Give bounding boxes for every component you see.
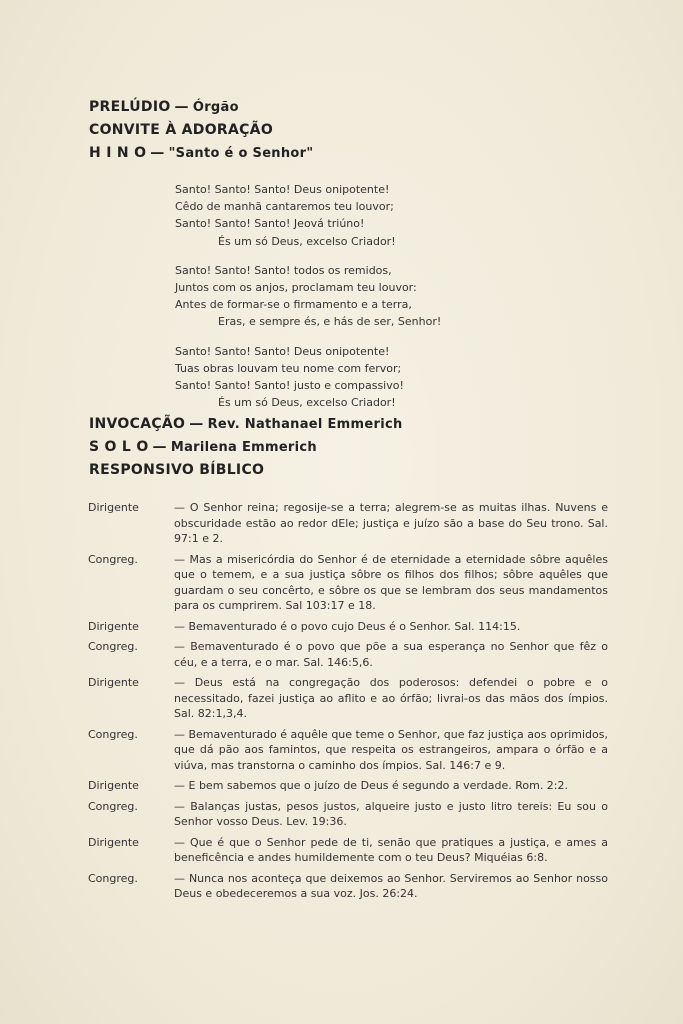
- responsive-reading: [88, 500, 608, 907]
- reading-text: — Que é que o Senhor pede de ti, senão que pratiques a justiça, e ames a beneficência e andes humildemente com o teu Deus? Miquéias 6:8.: [174, 835, 608, 864]
- hymn-line: Eras, e sempre és, e hás de ser, Senhor!: [218, 315, 442, 329]
- hymn-line: Santo! Santo! Santo! Jeová triúno!: [175, 217, 365, 231]
- heading-sub: Marilena Emmerich: [170, 440, 317, 455]
- heading-hino: [89, 142, 313, 165]
- hymn-line: Santo! Santo! Santo! todos os remidos,: [175, 263, 392, 277]
- stanza-1: [175, 181, 441, 250]
- heading-dash: —: [152, 439, 167, 455]
- hymn-line: Antes de formar-se o firmamento e a terra,: [175, 298, 412, 312]
- reading-entry: [88, 871, 608, 902]
- heading-sub: Rev. Nathanael Emmerich: [207, 417, 403, 432]
- heading-responsivo: [89, 459, 403, 482]
- reading-text: — Deus está na congregação dos poderosos: defendei o pobre e o necessitado, fazei justiça ao aflito e ao órfão; livrai-os das mãos dos ímpios. Sal. 82:1,3,4.: [174, 676, 608, 720]
- hymn-line: Tuas obras louvam teu nome com fervor;: [175, 361, 402, 375]
- speaker-label: Congreg.: [88, 552, 138, 566]
- speaker-label: Dirigente: [88, 619, 139, 633]
- reading-entry: [88, 552, 608, 614]
- heading-label: RESPONSIVO BÍBLICO: [89, 462, 265, 478]
- heading-label: PRELÚDIO: [89, 99, 171, 115]
- stanza-3: [175, 343, 441, 412]
- reading-text: — O Senhor reina; regosije-se a terra; alegrem-se as muitas ilhas. Nuvens e obscuridade estão ao redor dEle; justiça e juízo são a base do Seu trono. Sal. 97:1 e 2.: [174, 501, 608, 545]
- hymn-line: És um só Deus, excelso Criador!: [218, 234, 396, 248]
- reading-text: — Bemaventurado é o povo que põe a sua esperança no Senhor que fêz o céu, e a terra, e o mar. Sal. 146:5,6.: [174, 640, 608, 669]
- heading-dash: —: [174, 99, 189, 115]
- reading-entry: [88, 619, 608, 635]
- speaker-label: Dirigente: [88, 501, 139, 514]
- reading-entry: [88, 639, 608, 670]
- heading-solo: [89, 436, 403, 459]
- reading-text: — Mas a misericórdia do Senhor é de eternidade a eternidade sôbre aquêles que o temem, e a sua justiça sôbre os filhos dos filhos; sôbre aquêles que guardam o seu concêrto, e sôbre os que se lembram dos seus mandamentos para os cumprirem. Sal 103:17 e 18.: [174, 552, 608, 612]
- speaker-label: Congreg.: [88, 640, 138, 653]
- heading-label: H I N O: [89, 145, 147, 161]
- reading-entry: [88, 835, 608, 866]
- bottom-headings: [89, 413, 403, 482]
- reading-text: — Nunca nos aconteça que deixemos ao Senhor. Serviremos ao Senhor nosso Deus e obedeceremos a sua voz. Jos. 26:24.: [174, 871, 608, 900]
- speaker-label: Congreg.: [88, 727, 138, 741]
- hymn-line: Santo! Santo! Santo! Deus onipotente!: [175, 183, 390, 196]
- reading-text: — E bem sabemos que o juízo de Deus é segundo a verdade. Rom. 2:2.: [174, 779, 569, 792]
- hymn-line: Santo! Santo! Santo! Deus onipotente!: [175, 344, 390, 358]
- top-headings: [89, 96, 313, 165]
- speaker-label: Dirigente: [88, 676, 139, 689]
- heading-convite: [89, 119, 313, 142]
- speaker-label: Congreg.: [88, 871, 138, 885]
- hymn-lyrics: [175, 181, 441, 423]
- hymn-line: Juntos com os anjos, proclamam teu louvor:: [175, 280, 417, 294]
- hymn-line: És um só Deus, excelso Criador!: [218, 396, 396, 410]
- heading-label: INVOCAÇÃO: [89, 416, 186, 432]
- reading-text: — Bemaventurado é o povo cujo Deus é o Senhor. Sal. 114:15.: [174, 619, 521, 633]
- reading-entry: [88, 778, 608, 794]
- reading-entry: [88, 500, 608, 547]
- stanza-2: [175, 262, 441, 331]
- heading-invocacao: [89, 413, 403, 436]
- hymn-line: Santo! Santo! Santo! justo e compassivo!: [175, 378, 404, 392]
- heading-dash: —: [189, 416, 204, 432]
- heading-sub: Órgão: [192, 100, 239, 115]
- speaker-label: Congreg.: [88, 799, 138, 813]
- hymn-line: Cêdo de manhã cantaremos teu louvor;: [175, 200, 394, 214]
- reading-text: — Balanças justas, pesos justos, alqueire justo e justo litro tereis: Eu sou o Senhor vosso Deus. Lev. 19:36.: [174, 799, 608, 828]
- speaker-label: Dirigente: [88, 835, 139, 849]
- heading-label: S O L O: [89, 439, 149, 455]
- heading-sub: "Santo é o Senhor": [168, 146, 314, 161]
- heading-dash: —: [150, 145, 165, 161]
- speaker-label: Dirigente: [88, 779, 139, 792]
- reading-entry: [88, 675, 608, 722]
- heading-preludio: [89, 96, 313, 119]
- heading-label: CONVITE À ADORAÇÃO: [89, 122, 274, 138]
- reading-entry: [88, 727, 608, 774]
- reading-entry: [88, 799, 608, 830]
- reading-text: — Bemaventurado é aquêle que teme o Senhor, que faz justiça aos oprimidos, que dá pão aos famintos, que respeita os estrangeiros, ampara o órfão e a viúva, mas transtorna o caminho dos ímpios. Sal. 146:7 e 9.: [174, 727, 608, 772]
